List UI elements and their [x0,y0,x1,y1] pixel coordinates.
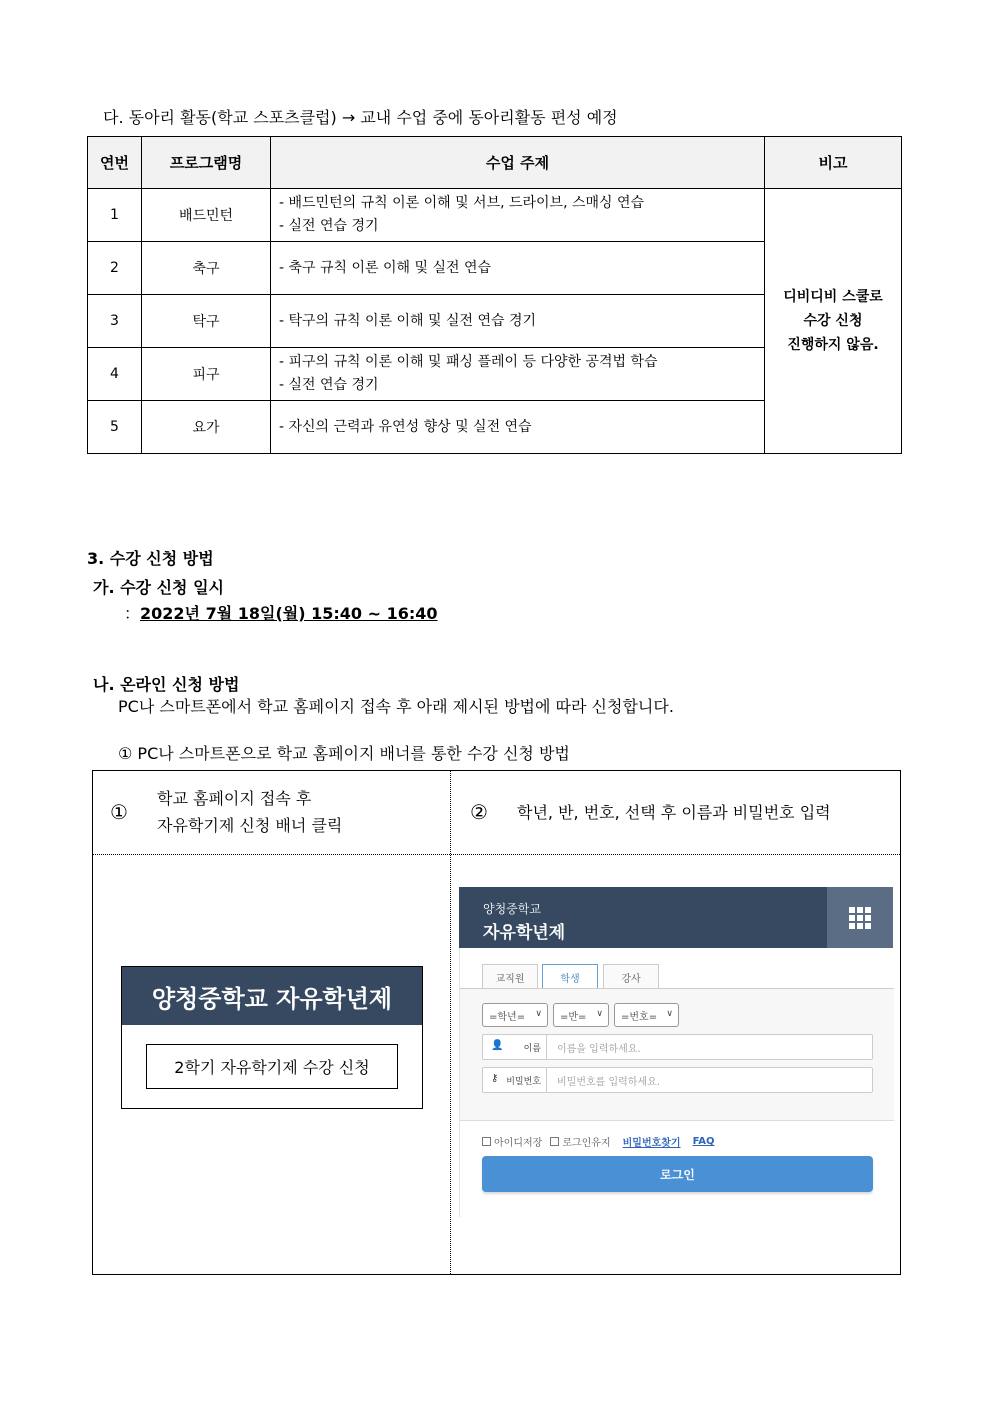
step1-text [157,785,342,839]
grade-select[interactable] [482,1003,548,1027]
column-divider [450,771,451,1274]
topic-line: - 피구의 규칙 이론 이해 및 패싱 플레이 등 다양한 공격법 학습 [279,354,658,370]
keep-login-checkbox[interactable] [550,1137,559,1146]
topic-line: - 배드민턴의 규칙 이론 이해 및 서브, 드라이브, 스매싱 연습 [279,195,645,211]
save-id-checkbox[interactable] [482,1137,491,1146]
row-topic [271,295,765,348]
name-label [483,1035,547,1059]
step2-number: ② [470,800,488,824]
login-header [459,887,893,948]
step1-number: ① [110,800,128,824]
tab-student[interactable]: 학생 [542,964,598,989]
name-placeholder: 이름을 입력하세요. [557,1044,641,1055]
chevron-down-icon: ∨ [596,1009,603,1019]
password-field[interactable] [482,1067,873,1093]
step1-line: 학교 홈페이지 접속 후 [157,789,312,808]
find-password-link[interactable]: 비밀번호찾기 [622,1138,681,1149]
class-select-value: =반= [560,1011,587,1023]
date-heading: 가. 수강 신청 일시 [93,578,224,597]
online-heading: 나. 온라인 신청 방법 [93,675,240,694]
topic-line: - 축구 규칙 이론 이해 및 실전 연습 [279,259,492,276]
password-label-text: 비밀번호 [506,1076,541,1087]
login-screenshot [459,887,893,1217]
tab-instructor[interactable]: 강사 [603,964,659,989]
step2-text: 학년, 반, 번호, 선택 후 이름과 비밀번호 입력 [517,803,831,822]
row-program: 배드민턴 [142,189,271,242]
topic-line: - 자신의 근력과 유연성 향상 및 실전 연습 [279,418,532,435]
header-note: 비고 [765,137,902,189]
login-options [482,1134,715,1149]
row-topic [271,189,765,242]
row-no: 3 [88,295,142,348]
note-line: 수강 신청 [803,313,863,329]
chevron-down-icon: ∨ [535,1009,542,1019]
date-line [124,601,438,624]
class-select[interactable] [553,1003,609,1027]
note-line: 디비디비 스쿨로 [783,289,883,305]
login-system-name: 자유학년제 [483,923,566,943]
name-field[interactable] [482,1034,873,1060]
method-box [92,770,901,1275]
banner-title: 양청중학교 자유학년제 [122,967,422,1025]
row-no: 4 [88,348,142,401]
user-icon: 👤 [491,1040,504,1051]
note-cell [765,189,902,454]
date-value: 2022년 7월 18일(월) 15:40 ~ 16:40 [140,604,438,623]
banner-apply-button[interactable]: 2학기 자유학기제 수강 신청 [146,1044,398,1089]
apply-section-title: 3. 수강 신청 방법 [87,549,214,568]
online-description: PC나 스마트폰에서 학교 홈페이지 접속 후 아래 제시된 방법에 따라 신청합니다. [118,697,674,716]
method-title: ① PC나 스마트폰으로 학교 홈페이지 배너를 통한 수강 신청 방법 [118,744,570,763]
topic-line: - 실전 연습 경기 [279,218,379,234]
row-no: 1 [88,189,142,242]
password-label [483,1068,547,1092]
row-topic [271,242,765,295]
name-label-text: 이름 [523,1043,541,1054]
step1-line: 자유학기제 신청 배너 클릭 [157,816,343,835]
table-row [88,189,902,242]
row-program: 축구 [142,242,271,295]
keep-login-label: 로그인유지 [562,1138,611,1149]
club-table [87,136,902,454]
club-section-title: 다. 동아리 활동(학교 스포츠클럽) → 교내 수업 중에 동아리활동 편성 예정 [103,108,618,127]
row-topic [271,348,765,401]
key-icon: ⚷ [491,1073,499,1084]
row-program: 피구 [142,348,271,401]
password-placeholder: 비밀번호를 입력하세요. [557,1077,660,1088]
free-semester-banner[interactable] [121,966,423,1109]
header-no: 연번 [88,137,142,189]
login-body [459,948,893,1217]
row-no: 2 [88,242,142,295]
topic-line: - 실전 연습 경기 [279,377,379,393]
number-select[interactable] [614,1003,679,1027]
row-divider [93,854,900,855]
login-form [460,989,894,1121]
header-topic: 수업 주제 [271,137,765,189]
grade-select-value: =학년= [489,1011,526,1023]
row-program: 요가 [142,401,271,454]
note-line: 진행하지 않음. [787,337,879,353]
date-prefix: ： [124,604,141,623]
login-button[interactable]: 로그인 [482,1156,873,1192]
topic-line: - 탁구의 규칙 이론 이해 및 실전 연습 경기 [279,312,537,329]
row-program: 탁구 [142,295,271,348]
row-no: 5 [88,401,142,454]
club-table-header [88,137,902,189]
chevron-down-icon: ∨ [666,1009,673,1019]
faq-link[interactable]: FAQ [692,1136,715,1147]
number-select-value: =번호= [621,1011,658,1023]
row-topic [271,401,765,454]
header-program: 프로그램명 [142,137,271,189]
menu-grid-icon[interactable] [827,887,893,948]
save-id-label: 아이디저장 [494,1138,543,1149]
login-school-name: 양청중학교 [483,902,541,916]
tab-staff[interactable]: 교직원 [482,964,538,989]
